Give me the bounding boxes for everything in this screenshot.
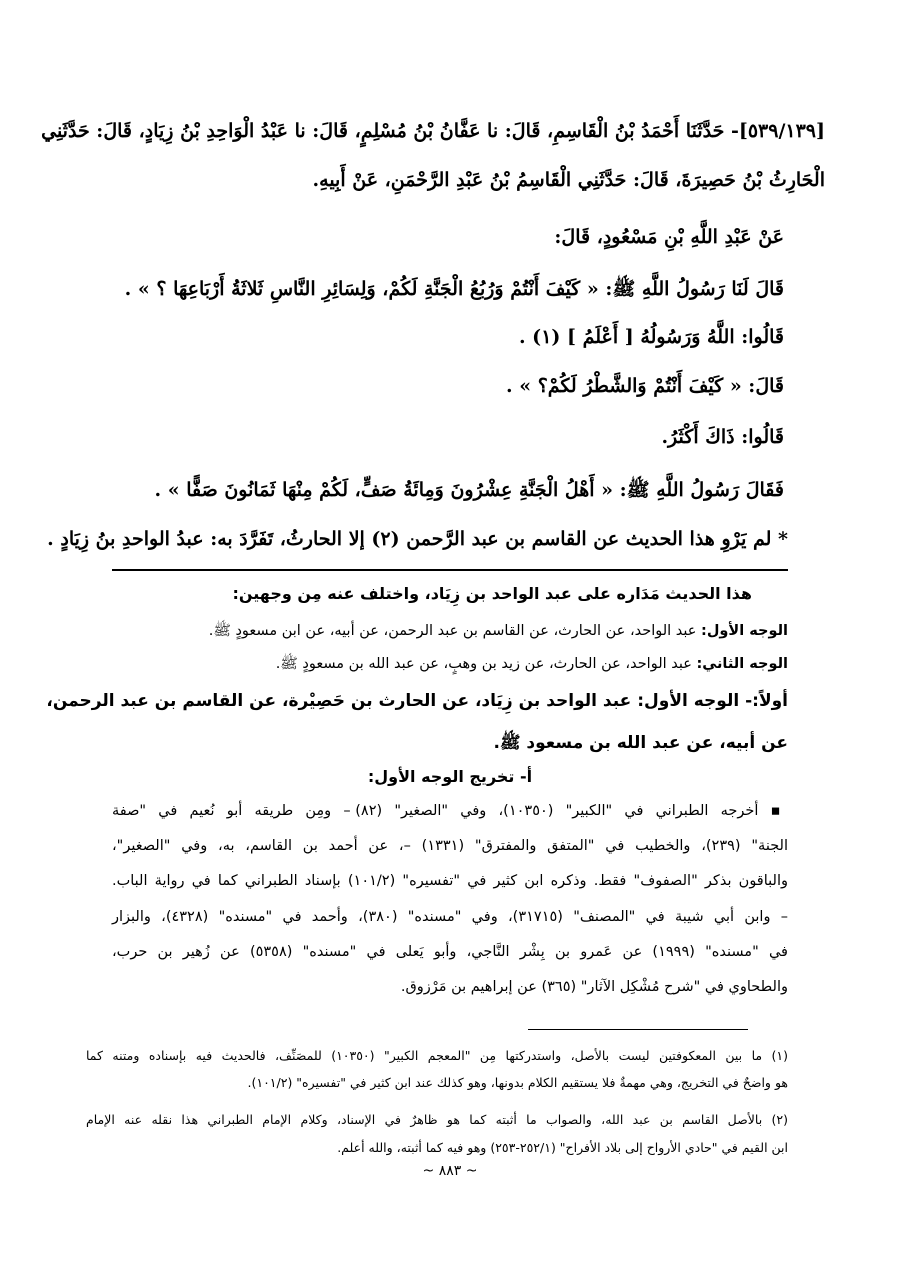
hadith-isnad-line-1: [٥٣٩/١٣٩]- حَدَّثَنَا أَحْمَدُ بْنُ الْقَاسِمِ، قَالَ: نا عَفَّانُ بْنُ مُسْلِمٍ، قَالَ: نا عَبْدُ الْوَاحِدِ بْنُ زِيَادٍ، قَالَ: حَدَّثَنِي (41, 120, 825, 142)
section-divider (112, 569, 788, 571)
wajh-1-label: الوجه الأول: (701, 623, 788, 639)
first-wajh-heading-line-1 (46, 691, 788, 711)
hadith-matn-line-2: قَالُوا: اللَّهُ وَرَسُولُهُ [ أَعْلَمُ ] (١) . (518, 326, 784, 348)
takhrij-para-1-line-2: الجنة" (٢٣٩)، والخطيب في "المتفق والمفترق" (١٣٣١) –، عن أحمد بن القاسم، به، وفي "الصغير"، (112, 838, 788, 854)
wajh-1-text: عبد الواحد، عن الحارث، عن القاسم بن عبد الرحمن، عن أبيه، عن ابن مسعودٍ ﷺ. (208, 623, 697, 639)
footnote-1-line-2: هو واضحٌ في التخريج، وهي مهمةٌ فلا يستقيم الكلام بدونها، وهو كذلك عند ابن كثير في "تفسيره" (١٠١/٢). (247, 1075, 788, 1090)
takhrij-para-1-line-1: ▪ أخرجه الطبراني في "الكبير" (١٠٣٥٠)، وفي "الصغير" (٨٢) – ومِن طريقه أبو نُعيم في "صفة (112, 803, 788, 819)
study-intro-heading: هذا الحديث مَدَاره على عبد الواحد بن زِيَاد، واختلف عنه مِن وجهين: (232, 584, 752, 603)
hadith-isnad-line-2: الْحَارِثُ بْنُ حَصِيرَةَ، قَالَ: حَدَّثَنِي الْقَاسِمُ بْنُ عَبْدِ الرَّحْمَنِ، عَنْ أَبِيهِ. (312, 169, 825, 191)
wajh-2-label: الوجه الثاني: (696, 656, 788, 672)
hadith-matn-line-5: فَقَالَ رَسُولُ اللَّهِ ﷺ: « أَهْلُ الْجَنَّةِ عِشْرُونَ وَمِائَةُ صَفٍّ، لَكُمْ مِنْهَا ثَمَانُونَ صَفًّا » . (154, 479, 784, 501)
wajh-2-text: عبد الواحد، عن الحارث، عن زيد بن وهبٍ، عن عبد الله بن مسعودٍ ﷺ. (275, 656, 692, 672)
hadith-companion-line: عَنْ عَبْدِ اللَّهِ بْنِ مَسْعُودٍ، قَالَ: (554, 226, 784, 248)
first-wajh-chain-1: عبد الواحد بن زِيَاد، عن الحارث بن حَصِيْرة، عن القاسم بن عبد الرحمن، (46, 691, 632, 711)
takhrij-para-2-line-2: في "مسنده" (١٩٩٩) عن عَمرو بن بِشْر النَّاجي، وأبو يَعلى في "مسنده" (٥٣٥٨) عن زُهير بن حرب، (112, 944, 788, 960)
hadith-matn-line-1: قَالَ لَنَا رَسُولُ اللَّهِ ﷺ: « كَيْفَ أَنْتُمْ وَرُبُعُ الْجَنَّةِ لَكُمْ، وَلِسَائِرِ النَّاسِ ثَلاثَةُ أَرْبَاعِهَا ؟ » . (124, 278, 784, 300)
takhrij-para-1-line-3: والباقون بذكر "الصفوف" فقط. وذكره ابن كثير في "تفسيره" (١٠١/٢) بإسناد الطبراني كما في رواية الباب. (112, 873, 788, 889)
first-wajh-label: أولاً:- الوجه الأول: (637, 691, 788, 711)
footnote-2-line-2: ابن القيم في "حادي الأرواح إلى بلاد الأفراح" (٢٥٢/١-٢٥٣) وهو فيه كما أثبته، والله أعلم. (337, 1140, 788, 1155)
first-wajh-heading-line-2: عن أبيه، عن عبد الله بن مسعود ﷺ. (493, 733, 788, 753)
footnote-1-line-1: (١) ما بين المعكوفتين ليست بالأصل، واستدركتها مِن "المعجم الكبير" (١٠٣٥٠) للمصَنِّف، فالحديث فيه بإسناده ومتنه كما (86, 1048, 788, 1063)
takhrij-heading: أ- تخريج الوجه الأول: (367, 767, 533, 786)
hadith-matn-line-4: قَالُوا: ذَاكَ أَكْثَرُ. (661, 426, 784, 448)
wajh-2-line (225, 655, 788, 676)
wajh-1-line (200, 622, 788, 643)
footnote-rule (528, 1029, 748, 1030)
takhrij-para-2-line-1: – وابن أبي شيبة في "المصنف" (٣١٧١٥)، وفي "مسنده" (٣٨٠)، وأحمد في "مسنده" (٤٣٢٨)، والبزار (112, 909, 789, 925)
hadith-tafarrud-note: * لم يَرْوِ هذا الحديث عن القاسم بن عبد الرَّحمن (٢) إلا الحارثُ، تَفَرَّدَ به: عبدُ الواحدِ بنُ زِيَادٍ . (47, 528, 788, 550)
page-number: ~ ٨٨٣ ~ (422, 1163, 478, 1179)
hadith-matn-line-3: قَالَ: « كَيْفَ أَنْتُمْ وَالشَّطْرُ لَكُمْ؟ » . (505, 375, 784, 397)
footnote-2-line-1: (٢) بالأصل القاسم بن عبد الله، والصواب ما أثبته كما هو ظاهرٌ في الإسناد، وكلام الإمام الطبراني هذا نقله عنه الإمام (86, 1112, 788, 1127)
takhrij-para-2-line-3: والطحاوي في "شرح مُشْكِل الآثار" (٣٦٥) عن إبراهيم بن مَرْزوق. (400, 979, 788, 995)
